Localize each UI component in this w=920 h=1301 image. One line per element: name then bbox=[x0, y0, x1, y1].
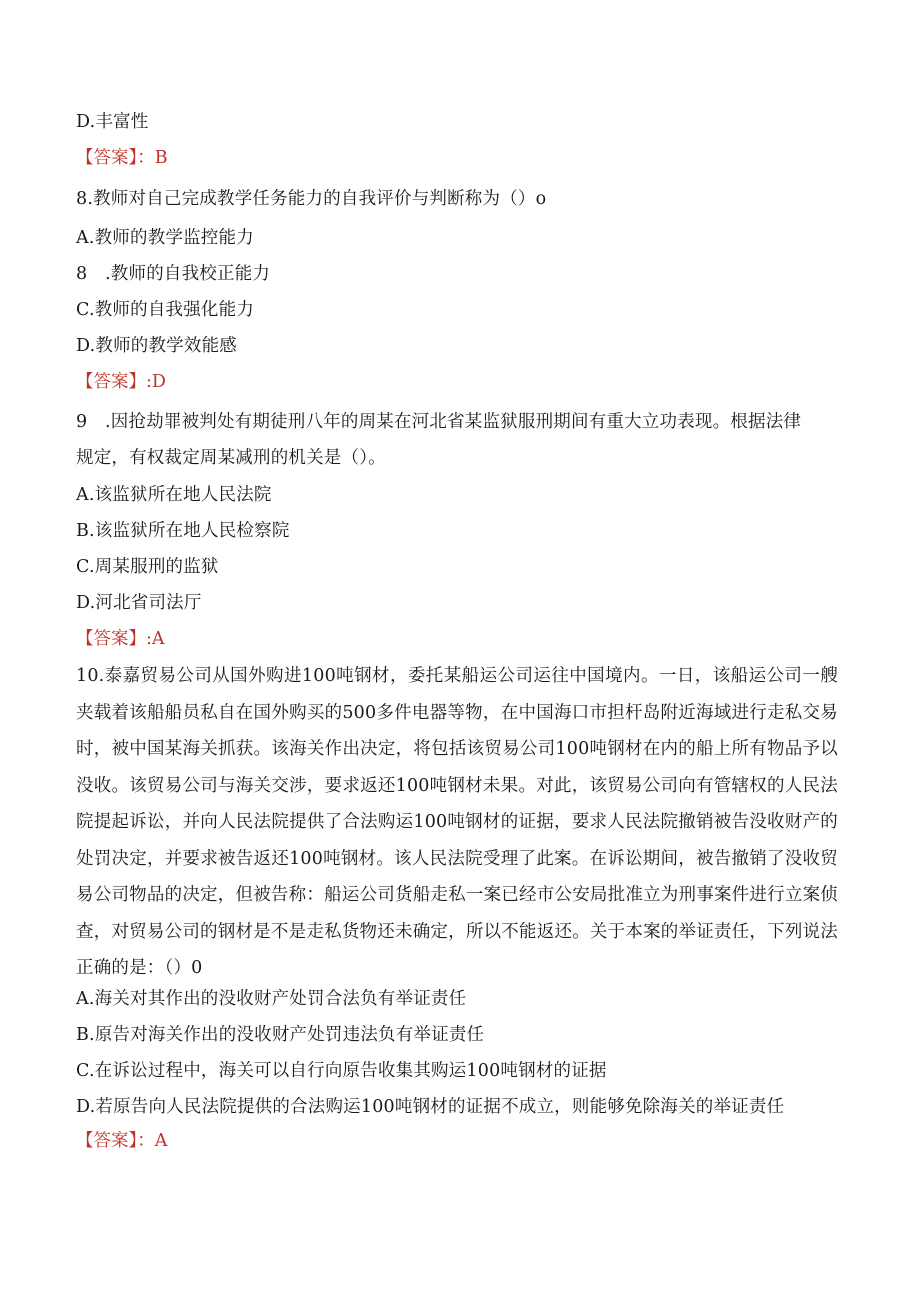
q8-option-a: A.教师的教学监控能力 bbox=[76, 228, 254, 248]
answer-label: 【答案】 bbox=[76, 372, 146, 392]
answer-value: :D bbox=[146, 372, 166, 392]
answer-label: 【答案】 bbox=[76, 1131, 138, 1151]
q10-option-a: A.海关对其作出的没收财产处罚合法负有举证责任 bbox=[76, 989, 467, 1009]
q7-option-d: D.丰富性 bbox=[76, 112, 149, 132]
q9-answer bbox=[76, 627, 165, 651]
q8-answer bbox=[76, 370, 166, 394]
q10-option-d: D.若原告向人民法院提供的合法购运100吨钢材的证据不成立，则能够免除海关的举证责任 bbox=[76, 1097, 785, 1117]
q8-stem: 8.教师对自己完成教学任务能力的自我评价与判断称为（）o bbox=[76, 189, 547, 209]
q9-option-c: C.周某服刑的监狱 bbox=[76, 557, 219, 577]
q8-option-c: C.教师的自我强化能力 bbox=[76, 300, 255, 320]
answer-value: ：A bbox=[137, 1131, 168, 1151]
q9-stem-line-1: 9 .因抢劫罪被判处有期徒刑八年的周某在河北省某监狱服刑期间有重大立功表现。根据法律 bbox=[76, 412, 802, 432]
q9-stem-line-2: 规定，有权裁定周某减刑的机关是（）。 bbox=[76, 448, 386, 468]
q9-option-b: B.该监狱所在地人民检察院 bbox=[76, 521, 290, 541]
answer-value: ：B bbox=[137, 148, 168, 168]
q7-answer bbox=[76, 146, 168, 170]
q10-stem: 10.泰嘉贸易公司从国外购进100吨钢材，委托某船运公司运往中国境内。一日，该船运公司一艘夹载着该船船员私自在国外购买的500多件电器等物，在中国海口市担杆岛附近海域进行走私交易时，被中国某海关抓获。该海关作出决定，将包括该贸易公司100吨钢材在内的船上所有物品予以没收。该贸易公司与海关交涉，要求返还100吨钢材未果。对此，该贸易公司向有管辖权的人民法院提起诉讼，并向人民法院提供了合法购运100吨钢材的证据，要求人民法院撤销被告没收财产的处罚决定，并要求被告返还100吨钢材。该人民法院受理了此案。在诉讼期间，被告撤销了没收贸易公司物品的决定，但被告称：船运公司货船走私一案已经市公安局批准立为刑事案件进行立案侦查，对贸易公司的钢材是不是走私货物还未确定，所以不能返还。关于本案的举证责任，下列说法正确的是：（）0 bbox=[76, 666, 838, 978]
q8-option-b: 8 .教师的自我校正能力 bbox=[76, 264, 271, 284]
q9-option-d: D.河北省司法厅 bbox=[76, 593, 202, 613]
q10-option-c: C.在诉讼过程中，海关可以自行向原告收集其购运100吨钢材的证据 bbox=[76, 1061, 607, 1081]
q9-option-a: A.该监狱所在地人民法院 bbox=[76, 485, 272, 505]
q8-option-d: D.教师的教学效能感 bbox=[76, 336, 237, 356]
answer-label: 【答案】 bbox=[76, 148, 138, 168]
answer-label: 【答案】 bbox=[76, 629, 146, 649]
q10-answer bbox=[76, 1129, 167, 1153]
q10-option-b: B.原告对海关作出的没收财产处罚违法负有举证责任 bbox=[76, 1025, 485, 1045]
answer-value: :A bbox=[146, 629, 165, 649]
